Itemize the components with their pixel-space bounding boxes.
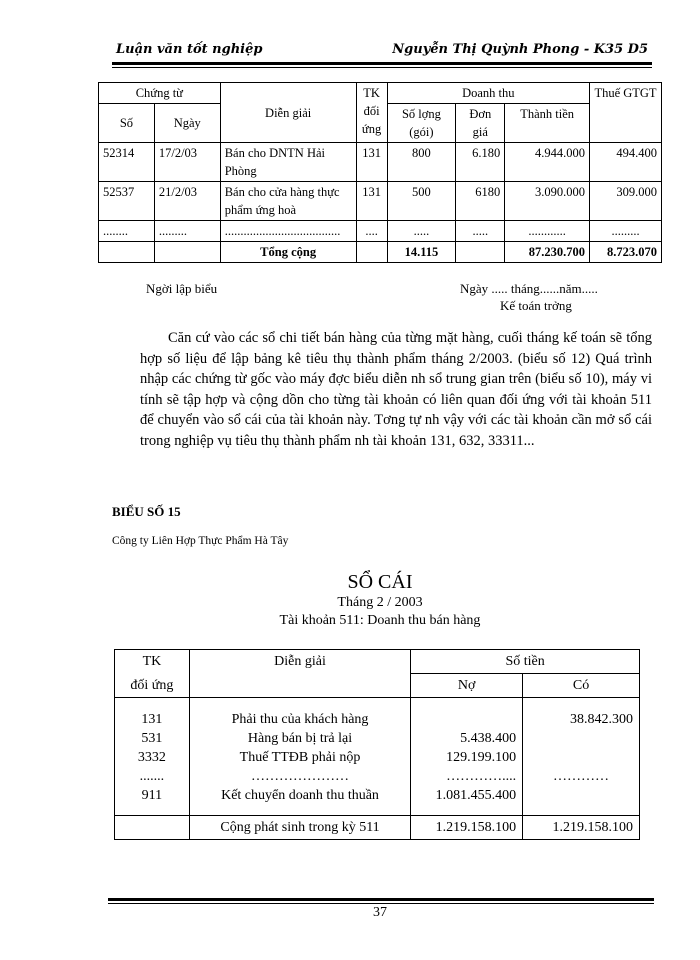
ledger-no: …………....	[446, 769, 517, 784]
ledger-title: SỔ CÁI	[347, 571, 413, 593]
cell-dien-giai: Bán cho cửa hàng thực phẩm ứng hoà	[220, 182, 356, 221]
cell-dien-giai: .....................................	[220, 221, 356, 242]
header-chung-tu: Chứng từ	[99, 83, 221, 104]
header-tk: TK	[115, 650, 190, 674]
header-dien-giai: Diễn giải	[189, 650, 410, 674]
cell-don-gia: 6180	[456, 182, 505, 221]
header-so-tien: Số tiền	[411, 650, 640, 674]
ledger-title-block	[100, 570, 660, 630]
header-thesis-title: Luận văn tốt nghiệp	[116, 42, 263, 57]
body-paragraph	[140, 328, 652, 451]
header-dien-giai: Diễn giải	[220, 83, 356, 143]
cell-tk: ....	[356, 221, 387, 242]
ledger-header-row-2	[115, 674, 640, 698]
cell-dien-giai: Bán cho DNTN Hải Phòng	[220, 143, 356, 182]
ledger-no: 1.081.455.400	[435, 788, 517, 803]
table-row	[99, 143, 662, 182]
header-no: Nợ	[411, 674, 523, 698]
cell-thue: 494.400	[590, 143, 662, 182]
ledger-tk: 131	[141, 712, 163, 727]
cell-thue: .........	[590, 221, 662, 242]
ledger-month: Tháng 2 / 2003	[337, 595, 423, 610]
ledger-table	[114, 649, 640, 840]
ledger-desc: …………………	[251, 769, 350, 784]
ledger-total-no: 1.219.158.100	[411, 816, 523, 840]
cell-thanh-tien: ............	[505, 221, 590, 242]
ledger-co-column	[523, 698, 640, 816]
header-rule-thick	[112, 62, 652, 65]
sales-table	[98, 82, 662, 263]
cell-empty	[189, 674, 410, 698]
cell-so-luong: .....	[387, 221, 456, 242]
table-row	[99, 182, 662, 221]
ledger-desc: Phải thu của khách hàng	[231, 712, 369, 727]
cell-empty	[99, 242, 155, 263]
ledger-co	[529, 729, 633, 748]
cell-ngay: .........	[154, 221, 220, 242]
cell-empty	[356, 242, 387, 263]
ledger-desc: Kết chuyển doanh thu thuần	[221, 788, 379, 803]
header-ngay: Ngày	[154, 104, 220, 143]
ledger-no-column	[411, 698, 523, 816]
header-doanh-thu: Doanh thu	[387, 83, 589, 104]
ledger-no: 129.199.100	[446, 750, 517, 765]
total-thue: 8.723.070	[590, 242, 662, 263]
ledger-no: 5.438.400	[460, 731, 517, 746]
cell-thue: 309.000	[590, 182, 662, 221]
total-label: Tổng cộng	[220, 242, 356, 263]
ledger-header-row-1	[115, 650, 640, 674]
header-don-gia: Đơn giá	[456, 104, 505, 143]
sales-header-row-1	[99, 83, 662, 104]
ledger-desc: Hàng bán bị trả lại	[247, 731, 353, 746]
ledger-co: 38.842.300	[570, 712, 633, 727]
cell-thanh-tien: 3.090.000	[505, 182, 590, 221]
total-thanh-tien: 87.230.700	[505, 242, 590, 263]
ledger-co	[529, 748, 633, 767]
header-doi-ung: đối ứng	[115, 674, 190, 698]
cell-so-luong: 500	[387, 182, 456, 221]
header-so-luong: Số lợng (gói)	[387, 104, 456, 143]
cell-don-gia: .....	[456, 221, 505, 242]
ledger-tk: .......	[139, 769, 165, 784]
ledger-tk-column	[115, 698, 190, 816]
cell-ngay: 21/2/03	[154, 182, 220, 221]
cell-so: ........	[99, 221, 155, 242]
cell-empty	[456, 242, 505, 263]
cell-ngay: 17/2/03	[154, 143, 220, 182]
total-row	[99, 242, 662, 263]
signature-preparer: Ngời lập biểu	[146, 281, 218, 296]
ledger-total-label: Cộng phát sinh trong kỳ 511	[189, 816, 410, 840]
ledger-co	[529, 786, 633, 805]
header-rule-thin	[112, 67, 652, 68]
cell-tk: 131	[356, 143, 387, 182]
cell-thanh-tien: 4.944.000	[505, 143, 590, 182]
header-thanh-tien: Thành tiền	[505, 104, 590, 143]
cell-empty	[154, 242, 220, 263]
ledger-tk: 3332	[137, 750, 166, 765]
page-number: 37	[373, 905, 387, 920]
ledger-desc: Thuế TTĐB phải nộp	[239, 750, 361, 765]
ledger-co: …………	[553, 769, 610, 784]
cell-tk: 131	[356, 182, 387, 221]
cell-don-gia: 6.180	[456, 143, 505, 182]
company-name: Công ty Liên Hợp Thực Phẩm Hà Tây	[112, 535, 289, 547]
ledger-desc-column	[189, 698, 410, 816]
header-co: Có	[523, 674, 640, 698]
cell-so: 52537	[99, 182, 155, 221]
header-tk-doi-ung: TK đối ứng	[356, 83, 387, 143]
figure-label: BIỂU SỐ 15	[112, 504, 181, 519]
ledger-body	[115, 698, 640, 816]
total-so-luong: 14.115	[387, 242, 456, 263]
header-so: Số	[99, 104, 155, 143]
table-row	[99, 221, 662, 242]
header-thue-gtgt: Thuế GTGT	[590, 83, 662, 143]
footer-rule-thin	[108, 903, 654, 904]
signature-date: Ngày ..... tháng......năm.....	[460, 281, 598, 296]
footer-rule-thick	[108, 898, 654, 901]
ledger-total-co: 1.219.158.100	[523, 816, 640, 840]
ledger-tk: 911	[141, 788, 163, 803]
cell-so-luong: 800	[387, 143, 456, 182]
ledger-total-row	[115, 816, 640, 840]
page-header	[112, 42, 652, 62]
cell-so: 52314	[99, 143, 155, 182]
ledger-account: Tài khoản 511: Doanh thu bán hàng	[279, 613, 481, 628]
ledger-no	[417, 710, 516, 729]
paragraph-text: Căn cứ vào các sổ chi tiết bán hàng của từng mặt hàng, cuối tháng kế toán sẽ tổng hợp số liệu để lập bảng kê tiêu thụ thành phẩm tháng 2/2003. (biểu số 12) Quá trình nhập các chứng từ gốc vào máy đợc biểu diễn nh sổ trung gian trên (biểu số 10), máy vi tính sẽ tập hợp và cộng dồn cho từng tài khoản có liên quan đối ứng với tài khoản 511 để chuyển vào sổ cái của tài khoản này. Tơng tự nh vậy với các tài khoản cần mở sổ cái trong nghiệp vụ tiêu thụ thành phẩm nh tài khoản 131, 632, 33311...	[140, 330, 652, 449]
header-author: Nguyễn Thị Quỳnh Phong - K35 D5	[392, 42, 648, 57]
cell-empty	[115, 816, 190, 840]
signature-accountant: Kế toán trởng	[500, 298, 572, 313]
ledger-tk: 531	[141, 731, 163, 746]
